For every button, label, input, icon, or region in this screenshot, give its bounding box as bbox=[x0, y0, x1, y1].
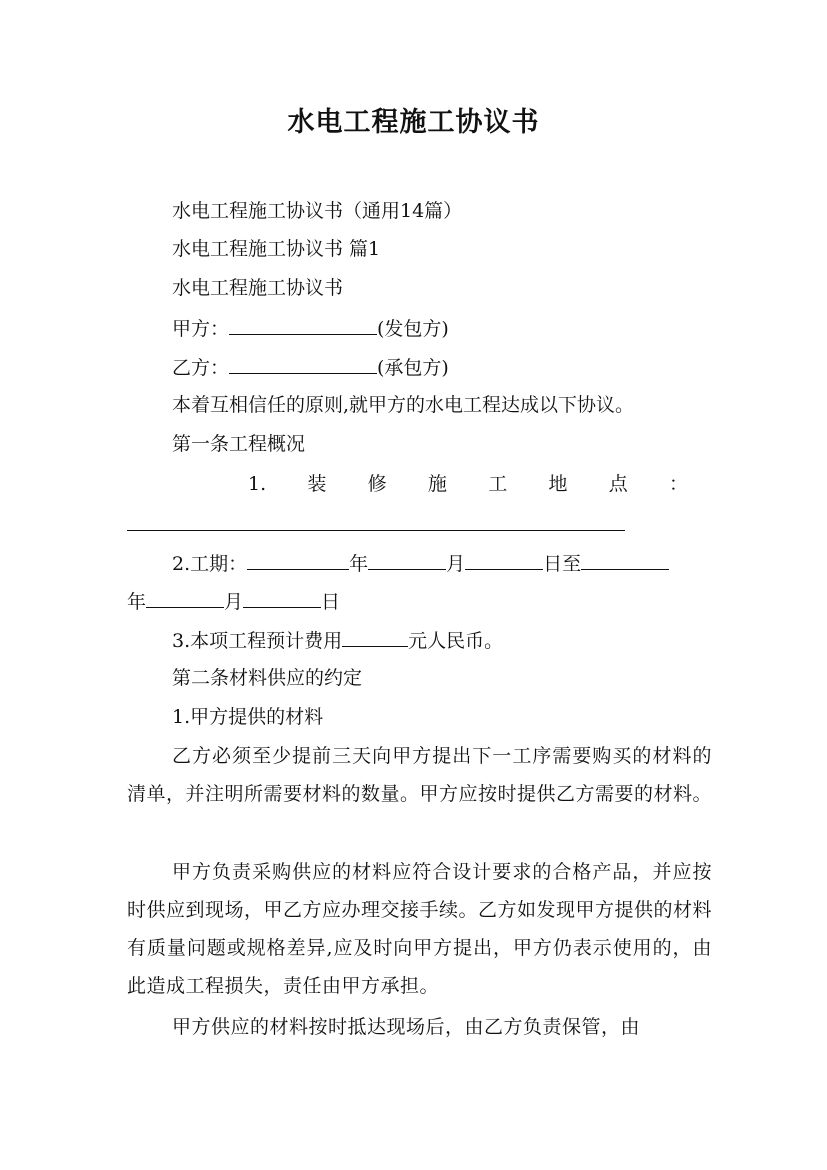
month-label: 月 bbox=[446, 553, 466, 575]
document-title: 水电工程施工协议书 bbox=[287, 107, 540, 138]
start-month-blank bbox=[368, 549, 446, 570]
heading-part1: 水电工程施工协议书 篇1 bbox=[172, 238, 381, 260]
item-1-char: 修 bbox=[367, 473, 387, 495]
end-day-blank bbox=[243, 587, 321, 608]
paragraph-3: 甲方供应的材料按时抵达现场后，由乙方负责保管，由 bbox=[172, 1016, 641, 1038]
day-to-label: 日至 bbox=[543, 553, 582, 575]
item-1-char: 1. bbox=[248, 473, 267, 495]
item-1-char: 地 bbox=[548, 473, 568, 495]
intro-text: 本着互相信任的原则,就甲方的水电工程达成以下协议。 bbox=[172, 394, 635, 416]
party-b-label: 乙方： bbox=[172, 357, 230, 379]
item-1-line bbox=[248, 471, 688, 497]
article-1-heading: 第一条工程概况 bbox=[172, 433, 306, 455]
site-address-blank bbox=[127, 530, 625, 531]
item-1-char: 点 bbox=[608, 473, 628, 495]
month-label: 月 bbox=[224, 591, 244, 613]
year-label: 年 bbox=[349, 553, 369, 575]
start-year-blank bbox=[247, 549, 349, 570]
party-b-blank bbox=[229, 353, 377, 374]
day-label: 日 bbox=[321, 591, 341, 613]
item-1-char: 装 bbox=[307, 473, 327, 495]
party-b-role: (承包方) bbox=[377, 357, 449, 379]
party-a-line bbox=[172, 314, 449, 342]
item-3-suffix: 元人民币。 bbox=[408, 630, 504, 652]
party-a-blank bbox=[229, 314, 377, 335]
item-2-continued bbox=[127, 587, 340, 615]
item-2-prefix: 2.工期： bbox=[172, 553, 248, 575]
item-3-prefix: 3.本项工程预计费用 bbox=[172, 630, 343, 652]
heading-general: 水电工程施工协议书（通用14篇） bbox=[172, 200, 463, 222]
end-year-blank bbox=[581, 549, 669, 570]
cost-blank bbox=[342, 626, 408, 647]
paragraph-2: 甲方负责采购供应的材料应符合设计要求的合格产品，并应按时供应到现场，甲乙方应办理交接手续。乙方如发现甲方提供的材料有质量问题或规格差异,应及时向甲方提出，甲方仍表示使用的，由此造成工程损失，责任由甲方承担。 bbox=[127, 861, 713, 997]
paragraph-1: 乙方必须至少提前三天向甲方提出下一工序需要购买的材料的清单，并注明所需要材料的数量。甲方应按时提供乙方需要的材料。 bbox=[127, 745, 713, 805]
party-b-line bbox=[172, 353, 449, 381]
item-1-char: 工 bbox=[488, 473, 508, 495]
end-month-blank bbox=[146, 587, 224, 608]
article-2-heading: 第二条材料供应的约定 bbox=[172, 667, 363, 689]
doc-subtitle: 水电工程施工协议书 bbox=[172, 277, 344, 299]
item-1-char: 施 bbox=[427, 473, 447, 495]
item-1-char: ： bbox=[668, 473, 688, 495]
party-a-label: 甲方： bbox=[172, 318, 230, 340]
party-a-role: (发包方) bbox=[377, 318, 449, 340]
item-3-line bbox=[172, 626, 503, 654]
start-day-blank bbox=[465, 549, 543, 570]
item-2-line bbox=[172, 549, 669, 577]
sub-heading-1: 1.甲方提供的材料 bbox=[172, 706, 324, 728]
year-label: 年 bbox=[127, 591, 147, 613]
